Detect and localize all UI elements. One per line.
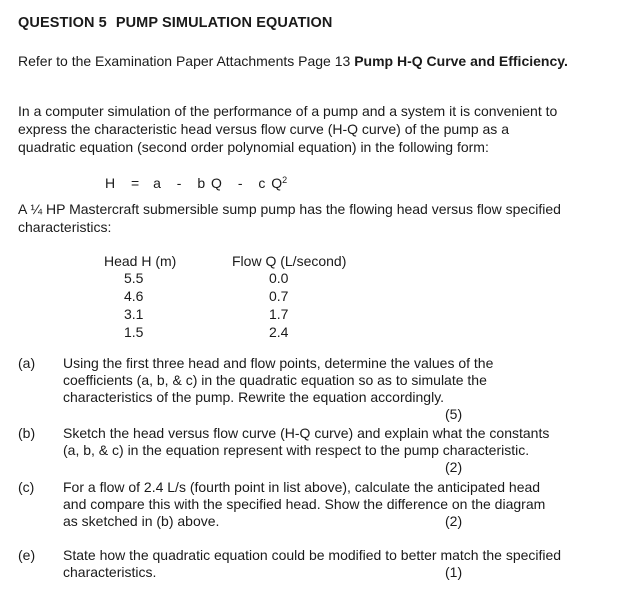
quadratic-equation — [105, 174, 287, 192]
flow-header: Flow Q (L/second) — [232, 253, 347, 269]
part-line: coefficients (a, b, & c) in the quadratic equation so as to simulate the — [63, 372, 487, 388]
flow-value: 2.4 — [269, 324, 289, 340]
reference-bold: Pump H-Q Curve and Efficiency — [354, 53, 564, 69]
intro-line-3: quadratic equation (second order polynomial equation) in the following form: — [18, 139, 489, 155]
intro-line-1: In a computer simulation of the performance of a pump and a system it is convenient to — [18, 103, 558, 119]
part-line: characteristics. — [63, 564, 157, 580]
eq-equals: = — [131, 175, 140, 191]
part-marks: (2) — [445, 513, 463, 529]
part-marks: (2) — [445, 459, 463, 475]
part-line: Using the first three head and flow points, determine the values of the — [63, 355, 494, 371]
flow-value: 0.7 — [269, 288, 289, 304]
pump-line-2: characteristics: — [18, 219, 112, 235]
eq-cq: c Q — [258, 175, 283, 191]
head-value: 3.1 — [124, 306, 144, 322]
eq-minus-2: - — [237, 175, 243, 191]
part-line: State how the quadratic equation could be modified to better match the specified — [63, 547, 562, 563]
part-a — [18, 354, 608, 424]
part-label: (b) — [18, 425, 36, 441]
flow-value: 1.7 — [269, 306, 289, 322]
part-line: as sketched in (b) above. — [63, 513, 220, 529]
part-line: For a flow of 2.4 L/s (fourth point in list above), calculate the anticipated head — [63, 479, 541, 495]
head-value: 4.6 — [124, 288, 144, 304]
head-value: 5.5 — [124, 270, 144, 286]
eq-a: a — [153, 175, 161, 191]
flow-value: 0.0 — [269, 270, 289, 286]
reference-end: . — [563, 53, 568, 69]
part-line: characteristics of the pump. Rewrite the equation accordingly. — [63, 389, 445, 405]
head-header: Head H (m) — [104, 253, 177, 269]
question-number: QUESTION 5 — [18, 15, 107, 31]
part-line: and compare this with the specified head. Show the difference on the diagram — [63, 496, 546, 512]
question-title: PUMP SIMULATION EQUATION — [115, 15, 333, 31]
reference-text: Refer to the Examination Paper Attachments Page 13 — [18, 53, 355, 69]
eq-lhs: H — [105, 175, 116, 191]
part-label: (e) — [18, 547, 36, 563]
pump-line-1: A ¼ HP Mastercraft submersible sump pump has the flowing head versus flow specified — [18, 201, 561, 217]
part-b — [18, 424, 608, 476]
question-heading — [18, 14, 333, 32]
eq-minus-1: - — [176, 175, 182, 191]
intro-line-2: express the characteristic head versus flow curve (H-Q curve) of the pump as a — [18, 121, 509, 137]
part-c — [18, 478, 608, 530]
part-marks: (1) — [445, 564, 463, 580]
head-value: 1.5 — [124, 324, 144, 340]
part-label: (c) — [18, 479, 35, 495]
part-marks: (5) — [445, 406, 463, 422]
reference-paragraph — [18, 52, 608, 70]
eq-bq: b Q — [197, 175, 222, 191]
eq-exponent: 2 — [282, 175, 288, 185]
part-line: (a, b, & c) in the equation represent with respect to the pump characteristic. — [63, 442, 530, 458]
part-line: Sketch the head versus flow curve (H-Q curve) and explain what the constants — [63, 425, 550, 441]
part-e — [18, 546, 608, 586]
part-label: (a) — [18, 355, 36, 371]
